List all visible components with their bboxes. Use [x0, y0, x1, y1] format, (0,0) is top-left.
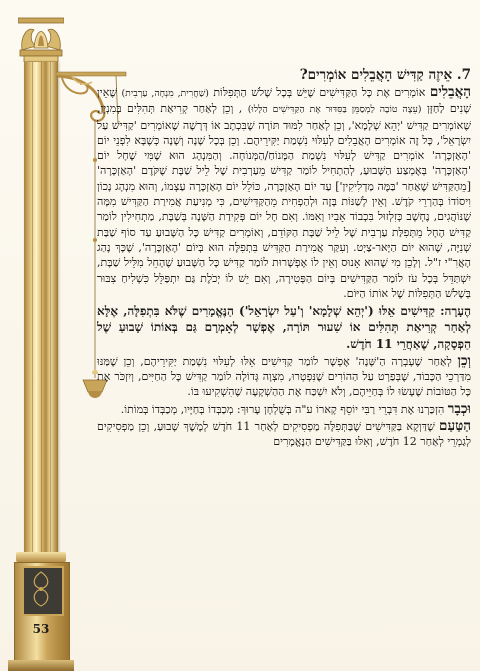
- paragraph-after-year: [97, 354, 471, 400]
- article-body: [97, 66, 471, 668]
- paragraph-lead-word: וְכֵן: [457, 352, 471, 369]
- pillar-flute: [41, 62, 42, 554]
- paragraph-shulchan-aruch: [97, 402, 471, 417]
- inline-note: (שַׁחֲרִית, מִנְחָה, עַרְבִית): [121, 88, 209, 99]
- paragraph-lead-word: הַטַּעַם: [439, 417, 471, 434]
- paragraph-text: שֶׁדַּוְקָא בַּקַּדִּישִׁים שֶׁבַּתְּפִלָּה מַפְסִיקִים לְאַחַר 11 חֹדֶשׁ לְמֶשֶׁךְ שָׁבוּעַ, וְכֵן מַפְסִיקִים לְגַמְרֵי לְאַחַר 12 חֹדֶשׁ, וְאִלּוּ בַּקַּדִּישִׁים הַנֶּאֱמָרִים: [97, 419, 471, 449]
- paragraph-text: לְאַחַר שֶׁעָבְרָה הַ'שָּׁנָה' אֶפְשָׁר לוֹמַר קַדִּישִׁים אֵלּוּ לְעִלּוּי נִשְׁמַת יַקִּירֵיהֶם, וְכֵן שֶׁמַּנּוּ מִדַּרְכֵי הַכָּבוֹד, שֶׁבְּפַרְט עַל הַהוֹרִים שֶׁנִּפְטְרוּ, מִצְוָה גְּדוֹלָה לוֹמַר קַדִּישׁ כָּל הַחַיִּים, וְיִזְכֹּר אֶת כָּל הַטּוֹבוֹת שֶׁעָשׂוּ לוֹ בְּחַיֵּיהֶם, וְלֹא יִשְׁכַּח אֶת הַהַשְׁקָעָה שֶׁהִשְׁקִיעוּ בּוֹ.: [97, 354, 471, 399]
- pedestal-ornament-panel: [22, 566, 64, 616]
- paragraph-mourners: [97, 85, 471, 301]
- paragraph-text: שֶׁאֵין שָׁנִים לַחַזָּן: [97, 86, 471, 116]
- pillar-flute: [50, 62, 51, 554]
- inline-note: (עֵצָה טוֹבָה לַמְסַמֵּן בַּסִּדּוּר אֶת הַקַּדִּישִׁים הַלָּלוּ): [247, 104, 422, 116]
- pedestal-filigree-icon: [24, 568, 58, 610]
- pillar-base-molding: [16, 552, 66, 562]
- page-number: 53: [32, 622, 50, 636]
- paragraph-text: , וְכֵן לְאַחַר קְרִיאַת תְּהִלִּים בְּמִנְיָן, שֶׁאוֹמְרִים קַדִּישׁ 'יְהֵא שְׁלָמָא', וְכֵן לְאַחַר לִמּוּד תּוֹרָה שֶׁבִּכְתָב אוֹ דְּרָשָׁה שֶׁאוֹמְרִים 'קַדִּישׁ עַל יִשְׂרָאֵל', כָּל זֶה אוֹמְרִים הָאֲבֵלִים לְעִלּוּי נִשְׁמַת יַקִּירֵיהֶם. וְכֵן בְּכָל שָׁנָה וְשָׁנָה כְּשֶׁבָּא לִפְנֵי יוֹם 'הָאַזְכָּרָה' אוֹמְרִים קַדִּישׁ לְעִלּוּי נִשְׁמַת הַמָּנוֹחַ/הַמְּנוֹחָה. וְהַמִּנְהָג הוּא שֶׁמִּי שֶׁחָל יוֹם 'הָאַזְכָּרָה' בְּאֶמְצַע הַשָּׁבוּעַ, לְהַתְחִיל לוֹמַר קַדִּישׁ מֵעַרְבִית שֶׁל לֵיל שַׁבָּת שֶׁקֹּדֶם 'הָאַזְכָּרָה' [מֵהַקַּדִּישׁ שֶׁאַחַר 'בַּמֶּה מַדְלִיקִין'] עַד יוֹם הָאַזְכָּרָה, כּוֹלֵל יוֹם הָאַזְכָּרָה עַצְמוֹ, וְהוּא מִנְהָג נָכוֹן וִיסוֹדוֹ בְּהַרְרֵי קֹדֶשׁ. וְאֵין לְשַׁנּוֹת בָּזֶה וּלְהַפְחִית מֵהַקַּדִּישִׁים, כִּי מְנִיעַת אֲמִירַת הַקַּדִּישׁ מִמָּה שֶׁנּוֹהֲגִים, נֶחְשָׁב כְּזִלְזוּל בִּכְבוֹד אָבִיו וְאִמּוֹ. וְאִם חָל יוֹם פְּקִידַת הַשָּׁנָה בְּשַׁבָּת, מַתְחִילִין לוֹמַר קַדִּישׁ הֶחָל מֵתְּפִלַּת עַרְבִית שֶׁל לֵיל שַׁבָּת הַקּוֹדֵם, וְאוֹמְרִים קַדִּישׁ כָּל הַשָּׁבוּעַ עַד סוֹף שַׁבַּת שְׁנִיָּה, שֶׁהוּא יוֹם הַיָּאר-צַיְט. וְעִקַּר אֲמִירַת הַקַּדִּישׁ בִּתְפִלָּה הוּא בְּיוֹם 'הָאַזְכָּרָה', שֶׁכָּךְ נָהַג הָאֲרִ"י ז"ל. וְלָכֵן מִי שֶׁהוּא אָנוּס וְאֵין לוֹ אֶפְשָׁרוּת לוֹמַר קַדִּישׁ כָּל הַשָּׁבוּעַ שֶׁהָחֵל מִלֵּיל שַׁבָּת, יִשְׁתַּדֵּל בְּכָל עֹז לוֹמַר הַקַּדִּישִׁים בְּיוֹם הַפְּטִירָה, וְאִם יֵשׁ לוֹ יְכֹלֶת גַּם יִתְפַּלֵּל כִּשְׁלִיחַ צִבּוּר בְּשָׁלֹשׁ הַתְּפִלּוֹת שֶׁל אוֹתוֹ הַיּוֹם.: [97, 102, 471, 300]
- pillar-plinth: [8, 660, 74, 671]
- remark-label: הֶעָרָה:: [440, 304, 471, 319]
- paragraph-remark: [97, 303, 471, 352]
- paragraph-text: הִזְכַּרְנוּ אֶת דִּבְרֵי רַבִּי יוֹסֵף קָארוֹ ע"ה בְּשֻׁלְחָן עָרוּךְ: מְכַבְּדוֹ בְּחַיָּיו, מְכַבְּדוֹ בְּמוֹתוֹ.: [120, 402, 445, 416]
- pillar-capital-ornament: [18, 16, 64, 62]
- section-heading: 7. אֵיזֶה קַדִּישׁ הָאֲבֵלִים אוֹמְרִים?: [299, 67, 471, 83]
- paragraph-text: אוֹמְרִים אֶת כָּל הַקַּדִּישִׁים שֶׁיֵּשׁ בְּכָל שָׁלֹשׁ הַתְּפִלּוֹת: [213, 86, 426, 99]
- remark-text: קַדִּישִׁים אֵלּוּ ('יְהֵא שְׁלָמָא' וְ'עַל יִשְׂרָאֵל') הַנֶּאֱמָרִים שֶׁלֹּא בִּתְפִלָּה, אֶלָּא לְאַחַר קְרִיאַת תְּהִלִּים אוֹ שִׁעוּר תּוֹרָה, אֶפְשָׁר לְאָמְרָם גַּם בְּאוֹתוֹ שָׁבוּעַ שֶׁל הַפְסָקָה, שֶׁאַחֲרֵי 11 חֹדֶשׁ.: [97, 304, 471, 351]
- paragraph-lead-word: וּכְבָר: [447, 400, 471, 417]
- paragraph-reason: [97, 419, 471, 450]
- paragraph-lead-word: הָאֲבֵלִים: [429, 84, 471, 100]
- pillar-flute: [32, 62, 33, 554]
